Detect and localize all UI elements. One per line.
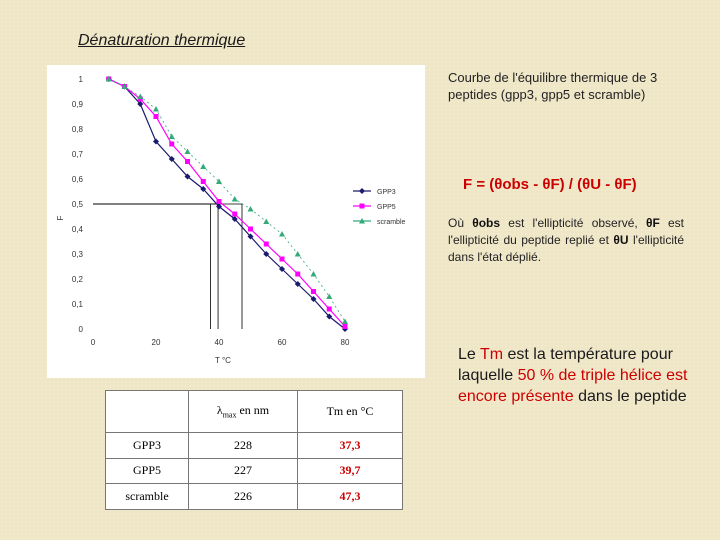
row-lambda: 228 bbox=[189, 433, 298, 459]
y-tick-label: 0,2 bbox=[71, 275, 83, 284]
data-point bbox=[185, 159, 190, 164]
theta-f-symbol: θF bbox=[645, 216, 660, 230]
y-tick-label: 1 bbox=[78, 75, 83, 84]
data-point bbox=[279, 231, 285, 237]
y-tick-label: 0,1 bbox=[71, 300, 83, 309]
expl-part1: est l'ellipticité observé, bbox=[500, 216, 646, 230]
data-point bbox=[201, 179, 206, 184]
data-point bbox=[327, 307, 332, 312]
data-point bbox=[360, 204, 365, 209]
table-row bbox=[106, 433, 403, 459]
x-tick-label: 60 bbox=[277, 338, 287, 347]
row-tm: 37,3 bbox=[298, 433, 403, 459]
x-tick-label: 20 bbox=[151, 338, 161, 347]
chart-svg bbox=[47, 65, 425, 378]
data-point bbox=[217, 199, 222, 204]
data-point bbox=[311, 289, 316, 294]
y-tick-label: 0,6 bbox=[71, 175, 83, 184]
chart-caption: Courbe de l'équilibre thermique de 3 peptides (gpp3, gpp5 et scramble) bbox=[448, 70, 658, 102]
data-point bbox=[153, 106, 159, 112]
expl-part2: est l'ellipticité du peptide replié et bbox=[448, 216, 685, 247]
peptide-table bbox=[105, 390, 403, 510]
data-point bbox=[263, 219, 269, 225]
data-point bbox=[232, 212, 237, 217]
data-point bbox=[248, 227, 253, 232]
data-point bbox=[343, 324, 348, 329]
y-tick-label: 0,7 bbox=[71, 150, 83, 159]
theta-obs-symbol: θobs bbox=[472, 216, 501, 230]
fraction-formula: F = (θobs - θF) / (θU - θF) bbox=[463, 176, 637, 193]
row-name: scramble bbox=[106, 484, 189, 510]
table-header-lambda: $\lambda_{max}$ en nm bbox=[189, 391, 298, 433]
slide-title: Dénaturation thermique bbox=[78, 32, 246, 49]
row-lambda: 226 bbox=[189, 484, 298, 510]
y-tick-label: 0,4 bbox=[71, 225, 83, 234]
expl-prefix: Où bbox=[448, 216, 473, 230]
y-tick-label: 0,3 bbox=[71, 250, 83, 259]
y-tick-label: 0,9 bbox=[71, 100, 83, 109]
formula-explanation bbox=[448, 215, 684, 266]
y-tick-label: 0 bbox=[78, 325, 83, 334]
data-point bbox=[280, 257, 285, 262]
table-header-row bbox=[106, 391, 403, 433]
data-point bbox=[248, 206, 254, 212]
data-point bbox=[264, 242, 269, 247]
table-row bbox=[106, 458, 403, 484]
tm-guide-line bbox=[93, 204, 210, 329]
tm-suffix: dans le peptide bbox=[573, 388, 687, 405]
y-tick-label: 0,8 bbox=[71, 125, 83, 134]
tm-prefix: Le bbox=[458, 346, 480, 363]
data-point bbox=[342, 319, 348, 325]
tm-highlight: 50 % de triple hélice est encore présente bbox=[458, 367, 688, 405]
data-point bbox=[295, 272, 300, 277]
row-name: GPP5 bbox=[106, 458, 189, 484]
tm-guide-line bbox=[93, 204, 242, 329]
theta-u-symbol: θU bbox=[613, 233, 629, 247]
series-line bbox=[109, 79, 345, 327]
data-point bbox=[295, 251, 301, 257]
legend-label: GPP3 bbox=[377, 189, 396, 196]
x-tick-label: 0 bbox=[90, 338, 96, 347]
series-line bbox=[109, 79, 345, 322]
table-header-tm: Tm en °C bbox=[298, 391, 403, 433]
x-tick-label: 40 bbox=[214, 338, 224, 347]
legend-label: GPP5 bbox=[377, 204, 396, 211]
x-axis-label: T °C bbox=[215, 356, 231, 365]
data-point bbox=[359, 188, 365, 194]
legend-label: scramble bbox=[377, 219, 406, 226]
data-point bbox=[232, 196, 238, 202]
y-axis-label: F bbox=[56, 215, 65, 221]
row-tm: 47,3 bbox=[298, 484, 403, 510]
data-point bbox=[200, 164, 206, 170]
tm-guide-line bbox=[93, 204, 218, 329]
table-row bbox=[106, 484, 403, 510]
data-point bbox=[137, 94, 143, 100]
data-point bbox=[154, 114, 159, 119]
data-point bbox=[169, 142, 174, 147]
data-point bbox=[311, 271, 317, 277]
row-lambda: 227 bbox=[189, 458, 298, 484]
tm-definition bbox=[458, 344, 698, 407]
data-point bbox=[169, 134, 175, 140]
expl-part3: l'ellipticité dans l'état déplié. bbox=[448, 233, 684, 264]
data-point bbox=[326, 294, 332, 300]
row-tm: 39,7 bbox=[298, 458, 403, 484]
row-name: GPP3 bbox=[106, 433, 189, 459]
table-header-empty bbox=[106, 391, 189, 433]
y-tick-label: 0,5 bbox=[71, 200, 83, 209]
tm-middle: est la température pour laquelle bbox=[458, 346, 673, 384]
thermal-denaturation-chart bbox=[47, 65, 425, 378]
x-tick-label: 80 bbox=[340, 338, 350, 347]
tm-term: Tm bbox=[479, 346, 504, 363]
